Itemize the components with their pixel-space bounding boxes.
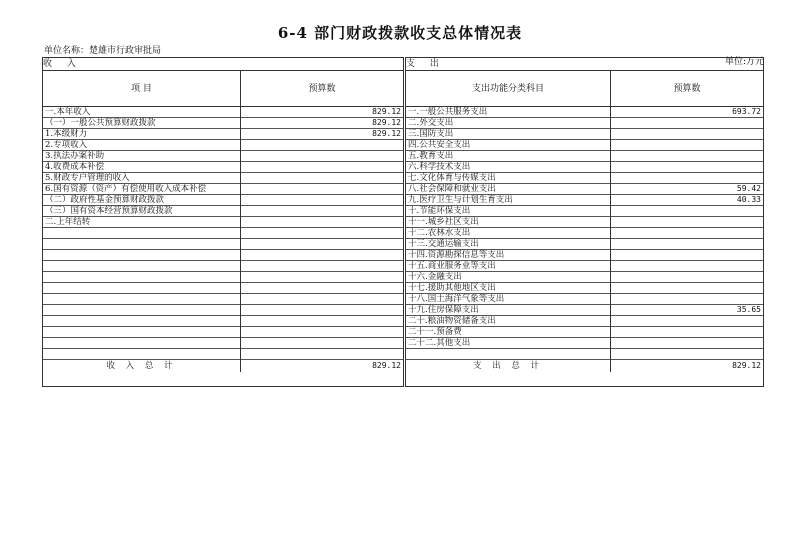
- expense-row-label: 十二.农林水支出: [406, 228, 611, 239]
- income-row-value: [241, 206, 403, 217]
- expense-row-value: [611, 173, 763, 184]
- income-row-label: （三）国有资本经营预算财政拨款: [43, 206, 241, 217]
- expense-row-value: 40.33: [736, 195, 761, 204]
- income-row: [43, 261, 403, 272]
- income-row-value: [241, 184, 403, 195]
- expense-row: [406, 129, 763, 140]
- expense-row-value: [611, 239, 763, 250]
- expense-total-value: 829.12: [732, 361, 761, 370]
- income-col-item: 项 目: [43, 71, 241, 107]
- expense-row-label: 七.文化体育与传媒支出: [406, 173, 611, 184]
- income-row-label: [43, 272, 241, 283]
- income-row-value: [241, 349, 403, 360]
- income-row-label: 二.上年结转: [43, 217, 241, 228]
- income-row-value: [241, 250, 403, 261]
- income-row-label: 3.执法办案补助: [43, 151, 241, 162]
- expense-row-label: 十.节能环保支出: [406, 206, 611, 217]
- expense-row-value: [611, 349, 763, 360]
- income-row-label: 1.本级财力: [43, 129, 241, 140]
- expense-row-label: 十七.援助其他地区支出: [406, 283, 611, 294]
- expense-row-value: [611, 206, 763, 217]
- income-total-value: 829.12: [372, 361, 401, 370]
- expense-row: [406, 140, 763, 151]
- income-row: [43, 305, 403, 316]
- expense-row-value: [611, 294, 763, 305]
- income-rows: [43, 107, 403, 360]
- expense-row: [406, 184, 763, 195]
- income-row-label: （二）政府性基金预算财政拨款: [43, 195, 241, 206]
- page-title: 6-4 部门财政拨款收支总体情况表: [277, 24, 523, 42]
- income-row: [43, 283, 403, 294]
- expense-row: [406, 349, 763, 360]
- expense-total-row: [406, 360, 763, 372]
- expense-section: [405, 57, 764, 387]
- expense-row: [406, 250, 763, 261]
- income-row: [43, 327, 403, 338]
- income-row: [43, 272, 403, 283]
- expense-row: [406, 327, 763, 338]
- expense-row: [406, 272, 763, 283]
- expense-row: [406, 118, 763, 129]
- expense-row-value: [611, 162, 763, 173]
- expense-row-value: [611, 283, 763, 294]
- budget-table: [42, 57, 764, 387]
- expense-row: [406, 206, 763, 217]
- income-row: [43, 162, 403, 173]
- income-row-value: 829.12: [372, 107, 401, 116]
- unit-name: 单位名称：楚雄市行政审批局: [44, 46, 162, 56]
- expense-row-label: 九.医疗卫生与计划生育支出: [406, 195, 611, 206]
- expense-row: [406, 261, 763, 272]
- expense-row-label: 十四.资源勘探信息等支出: [406, 250, 611, 261]
- income-row-value: [241, 294, 403, 305]
- expense-row-label: 二十一.预备费: [406, 327, 611, 338]
- income-row-label: [43, 228, 241, 239]
- income-total-row: [43, 360, 403, 372]
- expense-row-value: [611, 272, 763, 283]
- income-row-value: [241, 195, 403, 206]
- expense-row-label: 二.外交支出: [406, 118, 611, 129]
- income-row-label: 6.国有资源（资产）有偿使用收入成本补偿: [43, 184, 241, 195]
- income-row-label: [43, 261, 241, 272]
- income-row-value: [241, 228, 403, 239]
- expense-row-value: [611, 140, 763, 151]
- income-row-label: [43, 316, 241, 327]
- income-row-label: [43, 305, 241, 316]
- expense-row: [406, 338, 763, 349]
- expense-row-label: 十八.国土海洋气象等支出: [406, 294, 611, 305]
- income-row-label: 2.专项收入: [43, 140, 241, 151]
- income-row: [43, 129, 403, 140]
- income-row-value: [241, 272, 403, 283]
- expense-row-value: [611, 118, 763, 129]
- expense-row-label: 十五.商业服务业等支出: [406, 261, 611, 272]
- income-row: [43, 338, 403, 349]
- expense-row-label: 十六.金融支出: [406, 272, 611, 283]
- expense-row: [406, 162, 763, 173]
- expense-row: [406, 173, 763, 184]
- income-row-value: [241, 239, 403, 250]
- income-row: [43, 239, 403, 250]
- currency-unit: 单位:万元: [724, 57, 764, 67]
- income-row: [43, 349, 403, 360]
- income-row-label: 4.收费成本补偿: [43, 162, 241, 173]
- expense-row: [406, 151, 763, 162]
- income-row-label: [43, 250, 241, 261]
- expense-row-label: [406, 349, 611, 360]
- income-row-value: [241, 338, 403, 349]
- income-row-value: [241, 316, 403, 327]
- income-col-budget: 预算数: [308, 83, 336, 94]
- expense-col-budget: 预算数: [673, 83, 701, 94]
- expense-row: [406, 283, 763, 294]
- expense-row-value: [611, 316, 763, 327]
- income-row-label: [43, 338, 241, 349]
- expense-row-label: 一.一般公共服务支出: [406, 107, 611, 118]
- income-row-label: 一.本年收入: [43, 107, 241, 118]
- income-row: [43, 195, 403, 206]
- income-column-headers: [43, 71, 403, 107]
- income-row: [43, 118, 403, 129]
- expense-row: [406, 195, 763, 206]
- income-row: [43, 228, 403, 239]
- income-row: [43, 184, 403, 195]
- income-row-value: 829.12: [372, 129, 401, 138]
- income-section: [42, 57, 404, 387]
- expense-header: 支 出: [406, 58, 763, 71]
- income-row-value: [241, 261, 403, 272]
- expense-row-value: [611, 250, 763, 261]
- expense-row-value: 35.65: [736, 305, 761, 314]
- income-row: [43, 316, 403, 327]
- expense-total-label: 支 出 总 计: [406, 360, 611, 372]
- income-row-value: [241, 327, 403, 338]
- expense-row-label: 二十二.其他支出: [406, 338, 611, 349]
- income-row-label: [43, 327, 241, 338]
- income-total-label: 收 入 总 计: [43, 360, 241, 372]
- income-row-label: [43, 349, 241, 360]
- income-row-value: [241, 151, 403, 162]
- income-row: [43, 250, 403, 261]
- income-row: [43, 140, 403, 151]
- expense-row-value: [611, 228, 763, 239]
- expense-row-value: [611, 327, 763, 338]
- expense-row-value: [611, 217, 763, 228]
- income-row-value: [241, 305, 403, 316]
- income-row-value: [241, 140, 403, 151]
- expense-col-item: 支出功能分类科目: [406, 71, 611, 107]
- expense-row-value: [611, 261, 763, 272]
- expense-row: [406, 107, 763, 118]
- expense-row-value: 693.72: [732, 107, 761, 116]
- income-row: [43, 173, 403, 184]
- expense-column-headers: [406, 71, 763, 107]
- income-row: [43, 107, 403, 118]
- income-row-value: [241, 162, 403, 173]
- income-row: [43, 217, 403, 228]
- expense-row-value: [611, 338, 763, 349]
- income-row: [43, 206, 403, 217]
- expense-row-label: 八.社会保障和就业支出: [406, 184, 611, 195]
- expense-row-label: 十九.住房保障支出: [406, 305, 611, 316]
- expense-rows: [406, 107, 763, 360]
- income-row-value: 829.12: [372, 118, 401, 127]
- expense-row: [406, 239, 763, 250]
- income-row-value: [241, 283, 403, 294]
- income-row: [43, 294, 403, 305]
- income-row-label: [43, 239, 241, 250]
- expense-row-label: 四.公共安全支出: [406, 140, 611, 151]
- expense-row-value: [611, 129, 763, 140]
- expense-row: [406, 217, 763, 228]
- expense-row: [406, 294, 763, 305]
- income-row-label: 5.财政专户管理的收入: [43, 173, 241, 184]
- expense-row: [406, 316, 763, 327]
- expense-row-label: 六.科学技术支出: [406, 162, 611, 173]
- expense-row-label: 十三.交通运输支出: [406, 239, 611, 250]
- income-header: 收 入: [43, 58, 403, 71]
- income-row: [43, 151, 403, 162]
- expense-row-label: 二十.粮油物资储备支出: [406, 316, 611, 327]
- expense-row-label: 十一.城乡社区支出: [406, 217, 611, 228]
- expense-row-value: [611, 151, 763, 162]
- income-row-value: [241, 173, 403, 184]
- income-row-label: [43, 294, 241, 305]
- expense-row: [406, 228, 763, 239]
- expense-row: [406, 305, 763, 316]
- income-row-value: [241, 217, 403, 228]
- expense-row-label: 三.国防支出: [406, 129, 611, 140]
- expense-row-label: 五.教育支出: [406, 151, 611, 162]
- income-row-label: [43, 283, 241, 294]
- income-row-label: （一）一般公共预算财政拨款: [43, 118, 241, 129]
- expense-row-value: 59.42: [736, 184, 761, 193]
